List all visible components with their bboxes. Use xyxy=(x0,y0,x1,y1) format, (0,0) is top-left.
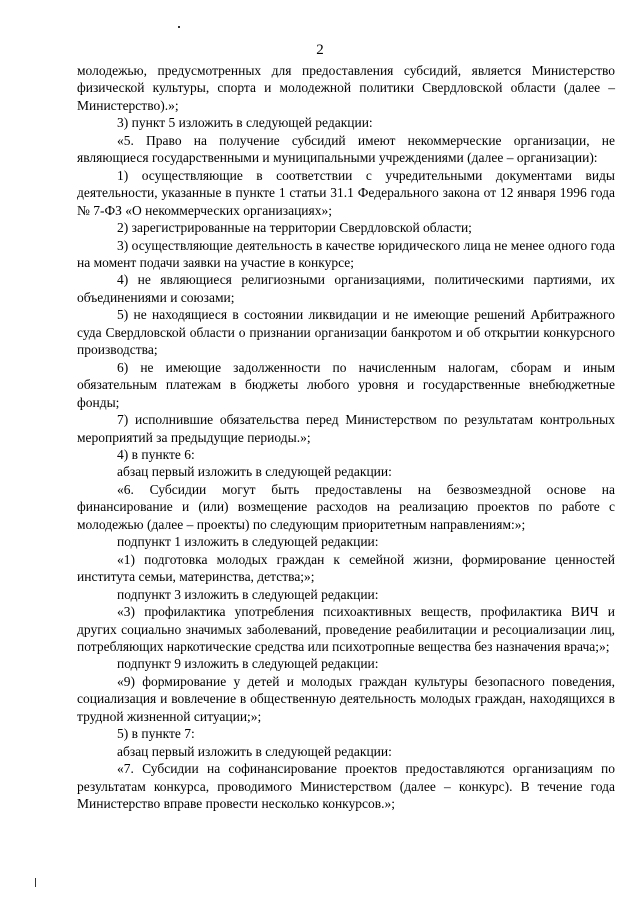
paragraph: 6) не имеющие задолженности по начисленным налогам, сборам и иным обязательным платежам в бюджеты любого уровня и государственные внебюджетные фонды; xyxy=(77,359,615,410)
paragraph: подпункт 3 изложить в следующей редакции: xyxy=(117,586,379,602)
paragraph: молодежью, предусмотренных для предоставления субсидий, является Министерство физической культуры, спорта и молодежной политики Свердловской области (далее – Министерство).»; xyxy=(77,63,615,113)
paragraph: 1) осуществляющие в соответствии с учредительными документами виды деятельности, указанные в пункте 1 статьи 31.1 Федерального закона от 12 января 1996 года № 7-ФЗ «О некоммерческих организациях»; xyxy=(77,167,615,218)
scan-speck xyxy=(35,878,36,887)
paragraph: 4) в пункте 6: xyxy=(117,446,195,462)
scan-speck xyxy=(178,26,180,28)
paragraph: 2) зарегистрированные на территории Свердловской области; xyxy=(117,220,472,236)
paragraph: 3) пункт 5 изложить в следующей редакции: xyxy=(117,115,373,131)
paragraph: абзац первый изложить в следующей редакции: xyxy=(117,464,392,480)
paragraph: «3) профилактика употребления психоактивных веществ, профилактика ВИЧ и других социально значимых заболеваний, проведение реабилитации и ресоциализации лиц, потребляющих наркотические средства или психотропные вещества без назначения врача;»; xyxy=(77,604,615,654)
paragraph: 5) не находящиеся в состоянии ликвидации и не имеющие решений Арбитражного суда Свердловской области о признании организации банкротом и об открытии конкурсного производства; xyxy=(77,307,615,358)
paragraph: «9) формирование у детей и молодых граждан культуры безопасного поведения, социализация и вовлечение в общественную деятельность молодых граждан, находящихся в трудной жизненной ситуации;»; xyxy=(77,673,615,724)
paragraph: 7) исполнившие обязательства перед Министерством по результатам контрольных мероприятий за предыдущие периоды.»; xyxy=(77,412,615,445)
paragraph: «5. Право на получение субсидий имеют некоммерческие организации, не являющиеся государственными и муниципальными учреждениями (далее – организации): xyxy=(77,132,615,166)
paragraph: «1) подготовка молодых граждан к семейной жизни, формирование ценностей института семьи, материнства, детства;»; xyxy=(77,551,615,585)
paragraph: «6. Субсидии могут быть предоставлены на безвозмездной основе на финансирование и (или) возмещение расходов на реализацию проектов по работе с молодежью (далее – проекты) по следующим приоритетным направлениям:»; xyxy=(77,481,615,532)
paragraph: подпункт 1 изложить в следующей редакции: xyxy=(117,534,379,550)
paragraph: абзац первый изложить в следующей редакции: xyxy=(117,743,392,759)
page-number: 2 xyxy=(316,42,324,58)
paragraph: подпункт 9 изложить в следующей редакции: xyxy=(117,656,379,672)
paragraph: «7. Субсидии на софинансирование проектов предоставляются организациям по результатам конкурса, проводимого Министерством (далее – конкурс). В течение года Министерство вправе провести несколько конкурсов.»; xyxy=(77,761,615,812)
paragraph: 5) в пункте 7: xyxy=(117,726,195,742)
document-body xyxy=(77,62,615,812)
paragraph: 4) не являющиеся религиозными организациями, политическими партиями, их объединениями и союзами; xyxy=(77,272,615,305)
paragraph: 3) осуществляющие деятельность в качестве юридического лица не менее одного года на момент подачи заявки на участие в конкурсе; xyxy=(77,237,615,270)
